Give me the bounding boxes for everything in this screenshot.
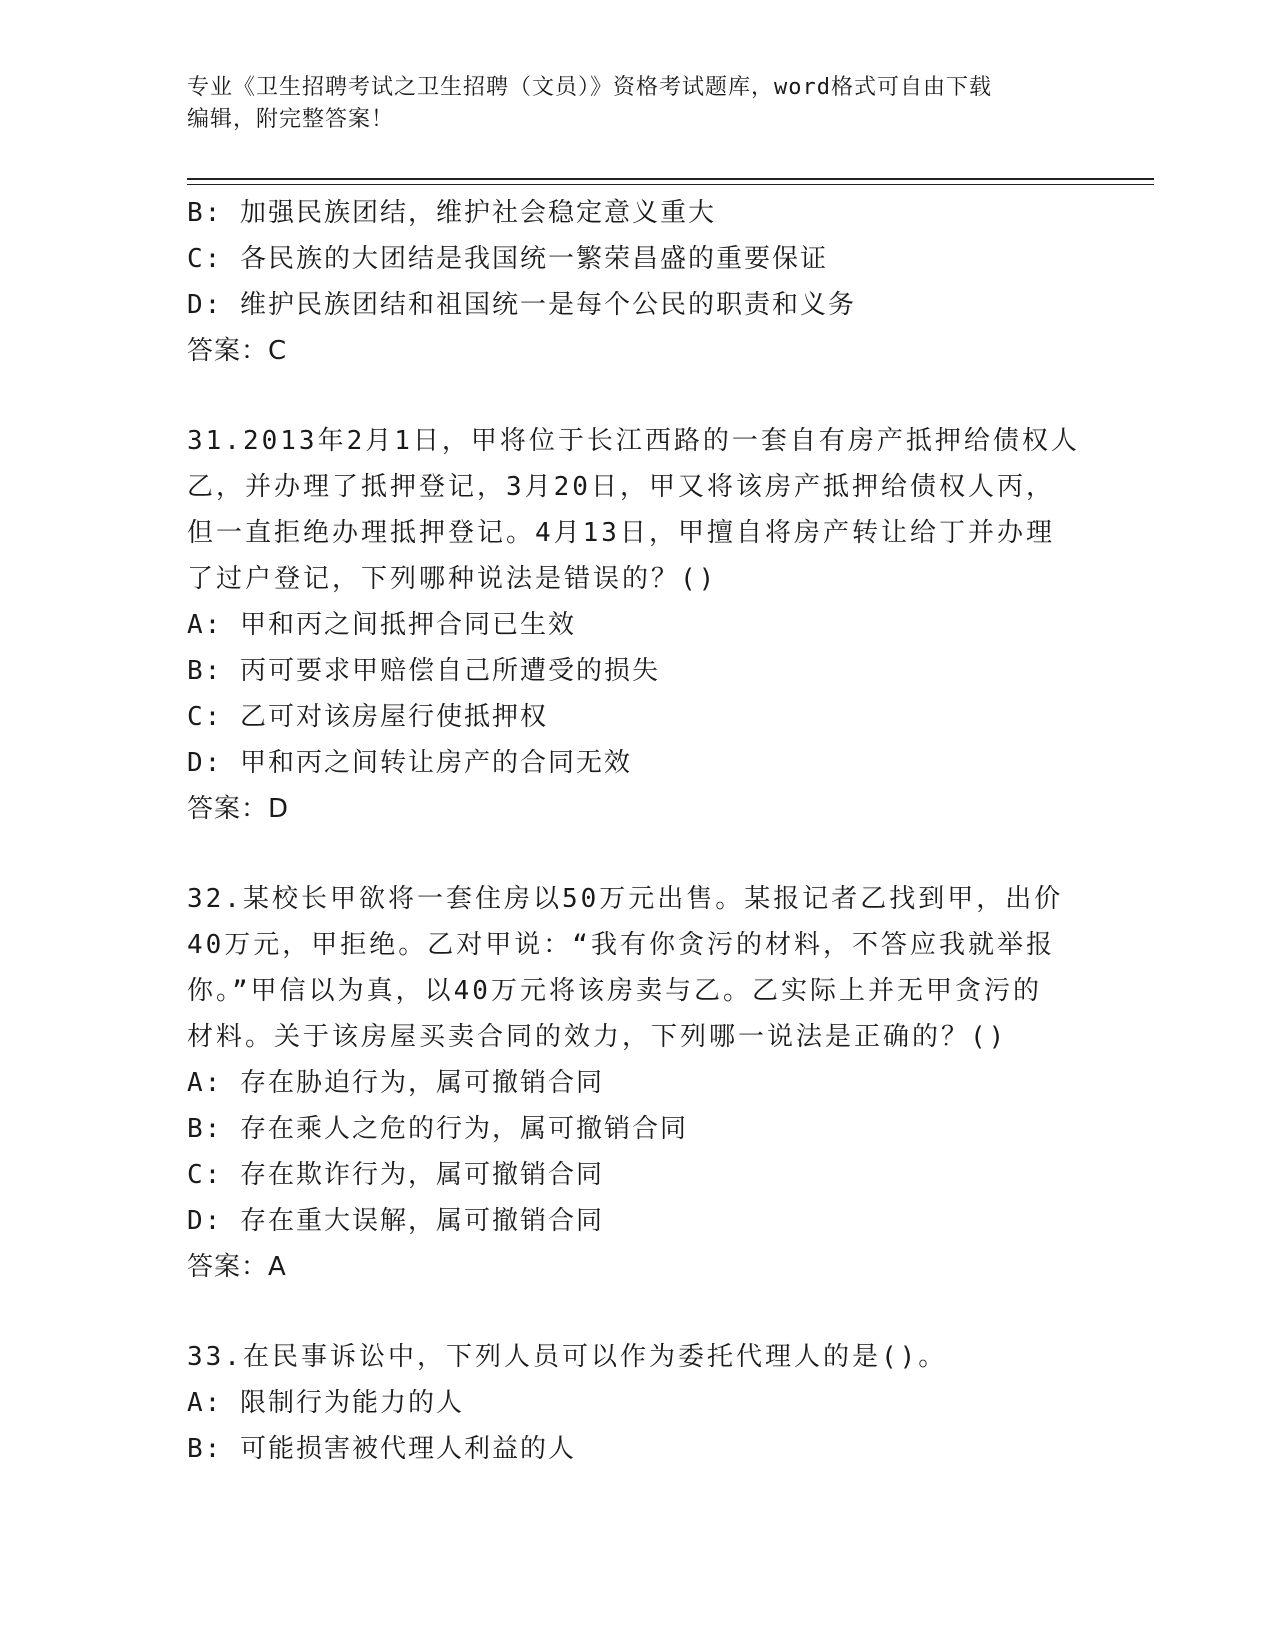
stem-line: 32.某校长甲欲将一套住房以50万元出售。某报记者乙找到甲，出价 (187, 884, 1064, 914)
question-33 (187, 1334, 1087, 1472)
header-rule-thin (187, 184, 1154, 185)
answer-line: 答案：A (187, 1252, 287, 1282)
answer-line: 答案：D (187, 794, 290, 824)
option-c: C: 乙可对该房屋行使抵押权 (187, 702, 548, 732)
stem-line: 乙，并办理了抵押登记，3月20日，甲又将该房产抵押给债权人丙， (187, 472, 1055, 502)
question-stem (187, 1334, 1087, 1380)
question-32 (187, 876, 1087, 1290)
question-30-continued (187, 190, 1087, 374)
option-c: C: 存在欺诈行为，属可撤销合同 (187, 1160, 604, 1190)
stem-line: 33.在民事诉讼中，下列人员可以作为委托代理人的是()。 (187, 1342, 948, 1372)
question-stem (187, 418, 1087, 602)
option-b: B: 可能损害被代理人利益的人 (187, 1434, 576, 1464)
spacer (187, 832, 1087, 876)
answer-line: 答案：C (187, 336, 288, 366)
option-d: D: 维护民族团结和祖国统一是每个公民的职责和义务 (187, 290, 856, 320)
question-stem (187, 876, 1087, 1060)
spacer (187, 1290, 1087, 1334)
stem-line: 了过户登记，下列哪种说法是错误的？() (187, 564, 718, 594)
header-line-2: 编辑，附完整答案！ (187, 107, 395, 132)
stem-line: 但一直拒绝办理抵押登记。4月13日，甲擅自将房产转让给丁并办理 (187, 518, 1055, 548)
option-a: A: 存在胁迫行为，属可撤销合同 (187, 1068, 604, 1098)
header-rule-thick (187, 178, 1154, 180)
page-header (187, 72, 1087, 136)
question-content (187, 190, 1087, 1472)
option-b: B: 存在乘人之危的行为，属可撤销合同 (187, 1114, 688, 1144)
question-31 (187, 418, 1087, 832)
option-b: B: 丙可要求甲赔偿自己所遭受的损失 (187, 656, 660, 686)
stem-line: 40万元，甲拒绝。乙对甲说：“我有你贪污的材料，不答应我就举报 (187, 930, 1055, 960)
stem-line: 你。”甲信以为真，以40万元将该房卖与乙。乙实际上并无甲贪污的 (187, 976, 1042, 1006)
option-d: D: 存在重大误解，属可撤销合同 (187, 1206, 604, 1236)
stem-line: 31.2013年2月1日，甲将位于长江西路的一套自有房产抵押给债权人 (187, 426, 1080, 456)
spacer (187, 374, 1087, 418)
header-line-1: 专业《卫生招聘考试之卫生招聘（文员）》资格考试题库，word格式可自由下载 (187, 75, 992, 100)
stem-line: 材料。关于该房屋买卖合同的效力，下列哪一说法是正确的？() (187, 1022, 1008, 1052)
option-c: C: 各民族的大团结是我国统一繁荣昌盛的重要保证 (187, 244, 828, 274)
option-a: A: 甲和丙之间抵押合同已生效 (187, 610, 576, 640)
option-d: D: 甲和丙之间转让房产的合同无效 (187, 748, 632, 778)
option-b: B: 加强民族团结，维护社会稳定意义重大 (187, 198, 716, 228)
option-a: A: 限制行为能力的人 (187, 1388, 464, 1418)
